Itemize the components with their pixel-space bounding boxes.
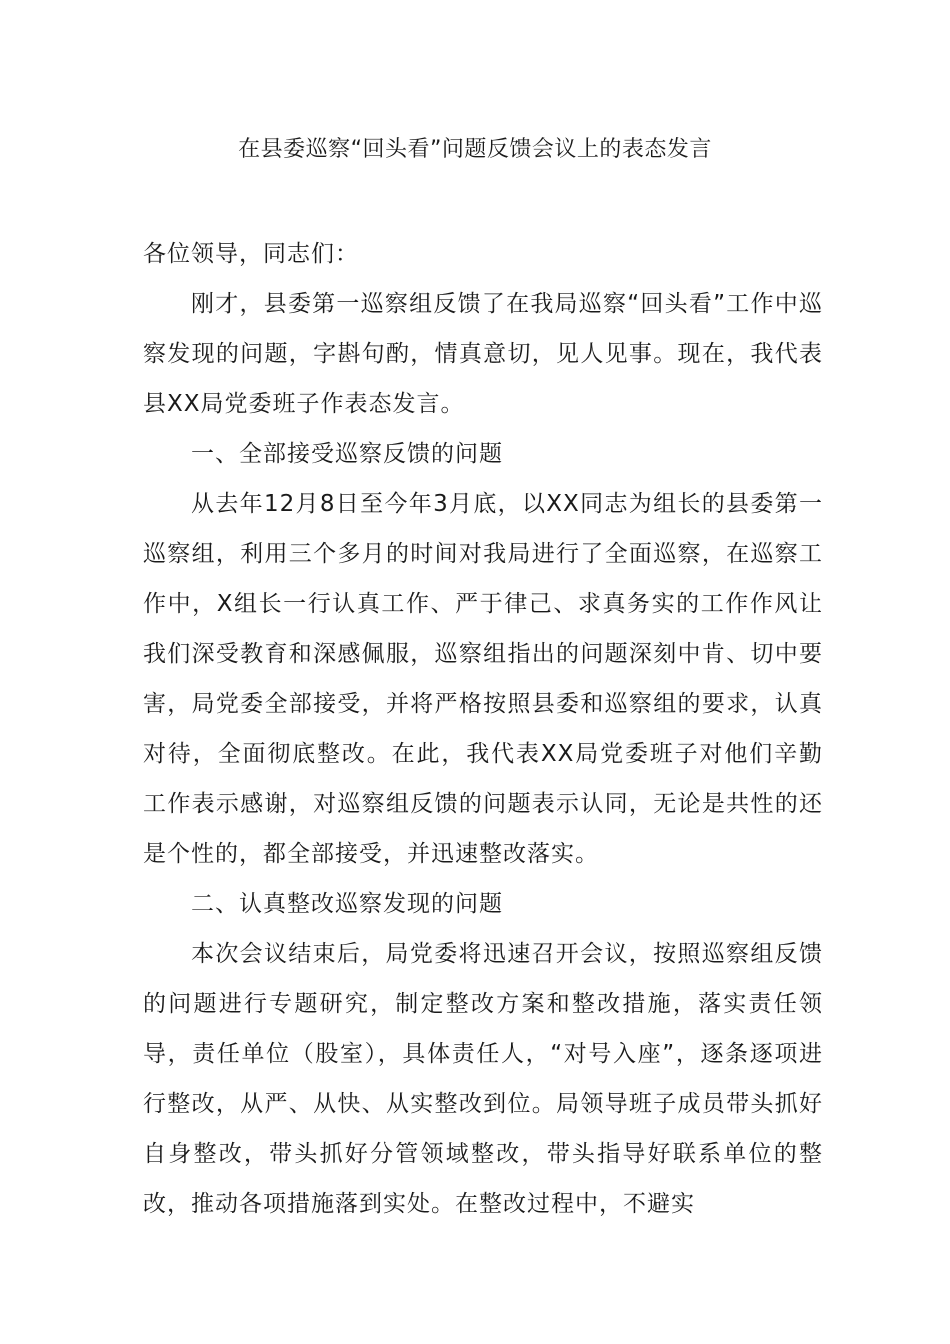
document-title: 在县委巡察“回头看”问题反馈会议上的表态发言 xyxy=(238,137,712,162)
section-heading-1: 一、全部接受巡察反馈的问题 xyxy=(191,441,503,467)
section-heading-2: 二、认真整改巡察发现的问题 xyxy=(191,891,503,917)
paragraph-section-2: 本次会议结束后，局党委将迅速召开会议，按照巡察组反馈的问题进行专题研究，制定整改方案和整改措施，落实责任领导，责任单位（股室），具体责任人，“对号入座”，逐条逐项进行整改，从严、从快、从实整改到位。局领导班子成员带头抓好自身整改，带头抓好分管领域整改，带头指导好联系单位的整改，推动各项措施落到实处。在整改过程中，不避实 xyxy=(143,941,823,1217)
salutation: 各位领导，同志们： xyxy=(143,241,359,267)
paragraph-intro: 刚才，县委第一巡察组反馈了在我局巡察“回头看”工作中巡察发现的问题，字斟句酌，情真意切，见人见事。现在，我代表县XX局党委班子作表态发言。 xyxy=(143,291,823,417)
document-body xyxy=(143,229,823,1229)
paragraph-section-1: 从去年12月8日至今年3月底，以XX同志为组长的县委第一巡察组，利用三个多月的时间对我局进行了全面巡察，在巡察工作中，X组长一行认真工作、严于律己、求真务实的工作作风让我们深受教育和深感佩服，巡察组指出的问题深刻中肯、切中要害，局党委全部接受，并将严格按照县委和巡察组的要求，认真对待，全面彻底整改。在此，我代表XX局党委班子对他们辛勤工作表示感谢，对巡察组反馈的问题表示认同，无论是共性的还是个性的，都全部接受，并迅速整改落实。 xyxy=(143,491,823,867)
